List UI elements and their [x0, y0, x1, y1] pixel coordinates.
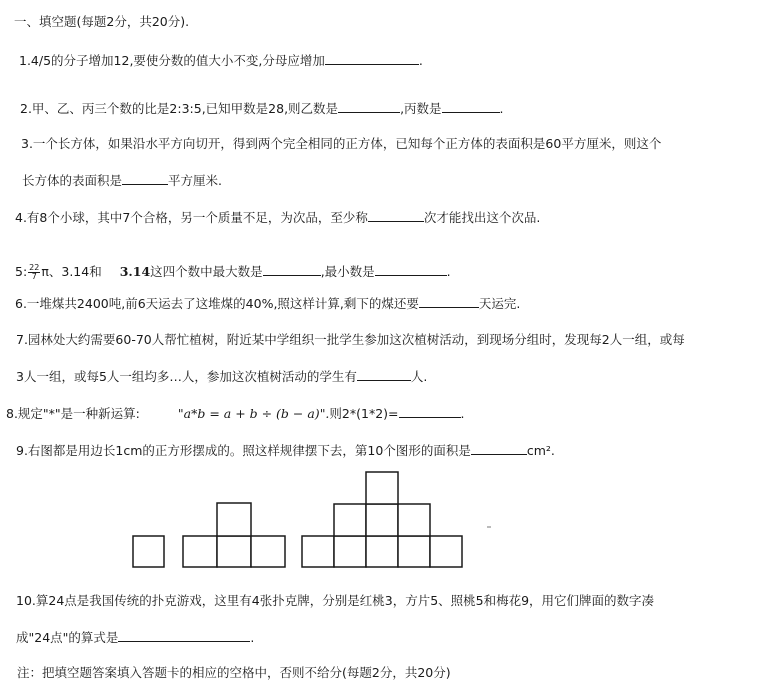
q9-pre: 9.右图都是用边长1cm的正方形摆成的。照这样规律摆下去，第10个图形的面积是 [16, 443, 471, 458]
figure-2-square [183, 536, 217, 567]
figure-3-square [334, 504, 366, 536]
figure-3-square [302, 536, 334, 567]
q5-bold-number: 3.14 [119, 264, 151, 279]
q10-end: . [250, 630, 255, 645]
q7-line2-pre: 3人一组，或每5人一组均多…人，参加这次植树活动的学生有 [16, 369, 357, 384]
figure-3-square [366, 536, 398, 567]
figure-3-square [366, 504, 398, 536]
question-7-line-1: 7.园林处大约需要60-70人帮忙植树，附近某中学组织一批学生参加这次植树活动，到现场分组时，发现每2人一组，或每 [16, 332, 685, 347]
q2-text: 2.甲、乙、丙三个数的比是2:3:5,已知甲数是28,则乙数是 [20, 101, 339, 116]
q5-mid: 这四个数中最大数是 [150, 264, 263, 279]
figure-3-square [398, 504, 430, 536]
q4-pre: 4.有8个小球，其中7个合格，另一个质量不足，为次品，至少称 [15, 210, 368, 225]
q2-end: . [499, 101, 504, 116]
figure-2-square [217, 536, 251, 567]
section-heading: 一、填空题(每题2分，共20分). [14, 14, 190, 29]
figure-2-square [217, 503, 251, 536]
q6-pre: 6.一堆煤共2400吨,前6天运去了这堆煤的40%,照这样计算,剩下的煤还要 [15, 296, 419, 311]
q1-end: . [418, 53, 423, 68]
q1-text: 1.4/5的分子增加12,要使分数的值大小不变,分母应增加 [19, 53, 325, 68]
q5-end: . [446, 264, 451, 279]
q8-pre: 8.规定"*"是一种新运算: [6, 406, 140, 421]
q4-post: 次才能找出这个次品. [423, 210, 541, 225]
q2-mid: ,丙数是 [400, 101, 442, 116]
question-10-line-2 [16, 628, 254, 647]
q6-post: 天运完. [478, 296, 521, 311]
figure-3-square [430, 536, 462, 567]
figure-2-square [251, 536, 285, 567]
q9-post: cm². [526, 443, 555, 458]
q3-line2-pre: 长方体的表面积是 [22, 173, 123, 188]
question-10-line-1: 10.算24点是我国传统的扑克游戏，这里有4张扑克牌，分别是红桃3，方片5、照桃5和梅花9，用它们牌面的数字凑 [16, 593, 655, 608]
q5-frac-num: 22 [29, 263, 40, 272]
q7-line2-post: 人. [410, 369, 428, 384]
question-3-line-1: 3.一个长方体，如果沿水平方向切开，得到两个完全相同的正方体，已知每个正方体的表面积是60平方厘米，则这个 [21, 136, 662, 151]
figure-3-square [366, 472, 398, 504]
q10-line2-pre: 成"24点"的算式是 [16, 630, 119, 645]
figure-1-square [133, 536, 164, 567]
figure-3-square [334, 536, 366, 567]
q5-mid2: ,最小数是 [320, 264, 375, 279]
q10-answer-blank[interactable] [118, 628, 250, 642]
q8-formula: "a*b = a + b ÷ (b − a)". [177, 406, 330, 421]
q5-frac-den: 7 [31, 272, 37, 281]
q3-line2-post: 平方厘米. [168, 173, 222, 188]
answer-note: 注：把填空题答案填入答题卡的相应的空格中，否则不给分(每题2分，共20分) [17, 665, 451, 680]
q5-pi: π、3.14和 [41, 264, 102, 279]
q8-post: 则2*(1*2)= [329, 406, 399, 421]
q5-prefix: 5: [15, 264, 28, 279]
figure-3-square [398, 536, 430, 567]
q8-end: . [460, 406, 465, 421]
